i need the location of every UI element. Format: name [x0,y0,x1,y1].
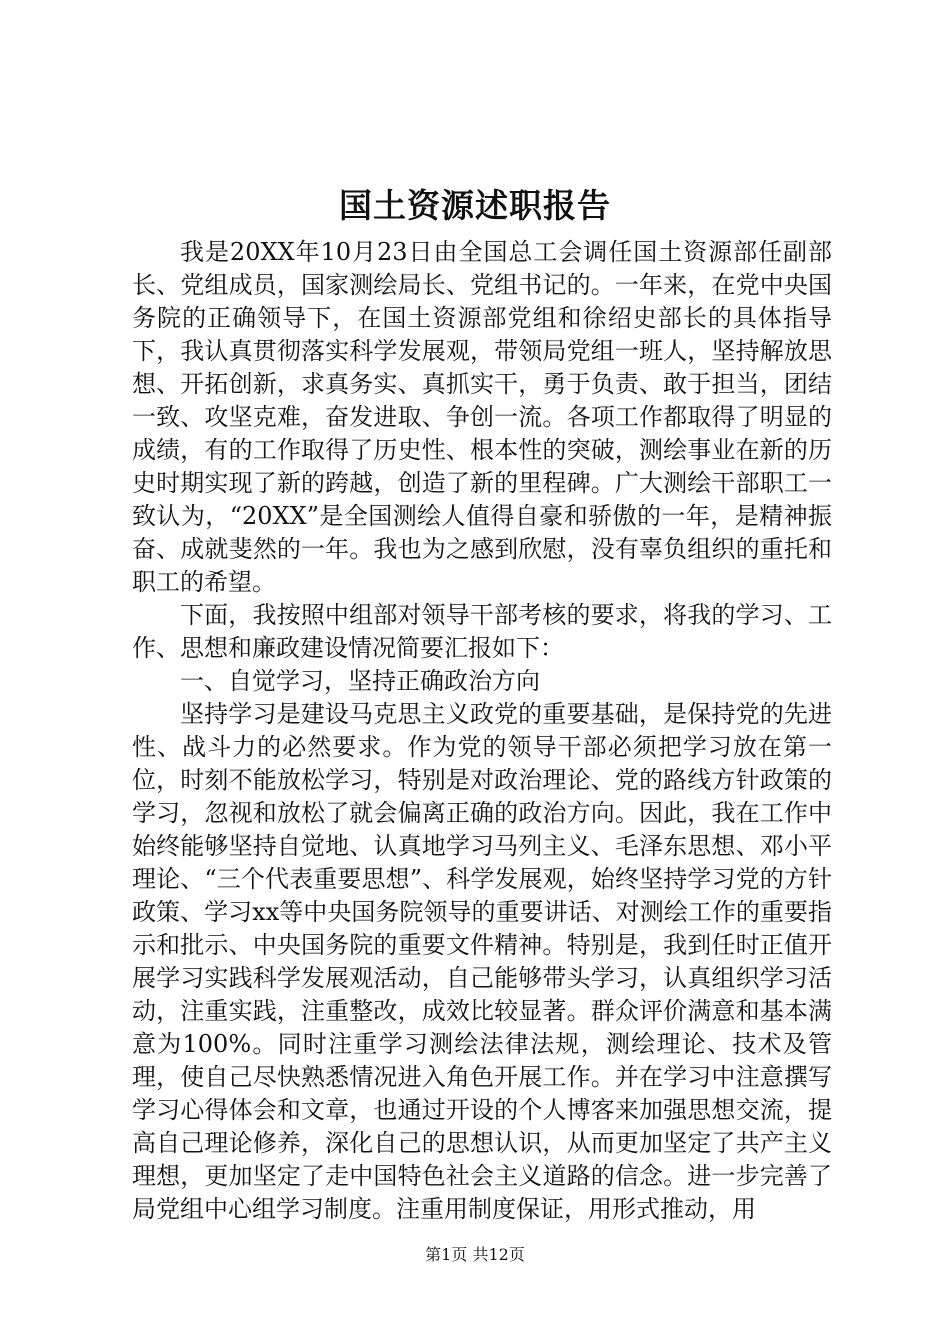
page-footer [0,1244,950,1266]
document-body [132,236,832,1226]
paragraph-study: 坚持学习是建设马克思主义政党的重要基础，是保持党的先进性、战斗力的必然要求。作为党的领导干部必须把学习放在第一位，时刻不能放松学习，特别是对政治理论、党的路线方针政策的学习，忽视和放松了就会偏离正确的政治方向。因此，我在工作中始终能够坚持自觉地、认真地学习马列主义、毛泽东思想、邓小平理论、“三个代表重要思想”、科学发展观，始终坚持学习党的方针政策、学习xx等中央国务院领导的重要讲话、对测绘工作的重要指示和批示、中央国务院的重要文件精神。特别是，我到任时正值开展学习实践科学发展观活动，自己能够带头学习，认真组织学习活动，注重实践，注重整改，成效比较显著。群众评价满意和基本满意为100%。同时注重学习测绘法律法规，测绘理论、技术及管理，使自己尽快熟悉情况进入角色开展工作。并在学习中注意撰写学习心得体会和文章，也通过开设的个人博客来加强思想交流，提高自己理论修养，深化自己的思想认识，从而更加坚定了共产主义理想，更加坚定了走中国特色社会主义道路的信念。进一步完善了局党组中心组学习制度。注重用制度保证，用形式推动，用 [132,700,832,1223]
page-total: 共12页 [472,1245,525,1264]
section-heading-1: 一、自觉学习，坚持正确政治方向 [180,667,540,695]
page-number: 第1页 [425,1245,468,1264]
paragraph-intro: 我是20XX年10月23日由全国总工会调任国土资源部任副部长、党组成员，国家测绘局长、党组书记的。一年来，在党中央国务院的正确领导下，在国土资源部党组和徐绍史部长的具体指导下，我认真贯彻落实科学发展观，带领局党组一班人，坚持解放思想、开拓创新，求真务实、真抓实干，勇于负责、敢于担当，团结一致、攻坚克难，奋发进取、争创一流。各项工作都取得了明显的成绩，有的工作取得了历史性、根本性的突破，测绘事业在新的历史时期实现了新的跨越，创造了新的里程碑。广大测绘干部职工一致认为，“20XX”是全国测绘人值得自豪和骄傲的一年，是精神振奋、成就斐然的一年。我也为之感到欣慰，没有辜负组织的重托和职工的希望。 [132,238,832,596]
page-title: 国土资源述职报告 [339,186,611,225]
paragraph-summary-lead: 下面，我按照中组部对领导干部考核的要求，将我的学习、工作、思想和廉政建设情况简要汇报如下： [132,601,832,662]
